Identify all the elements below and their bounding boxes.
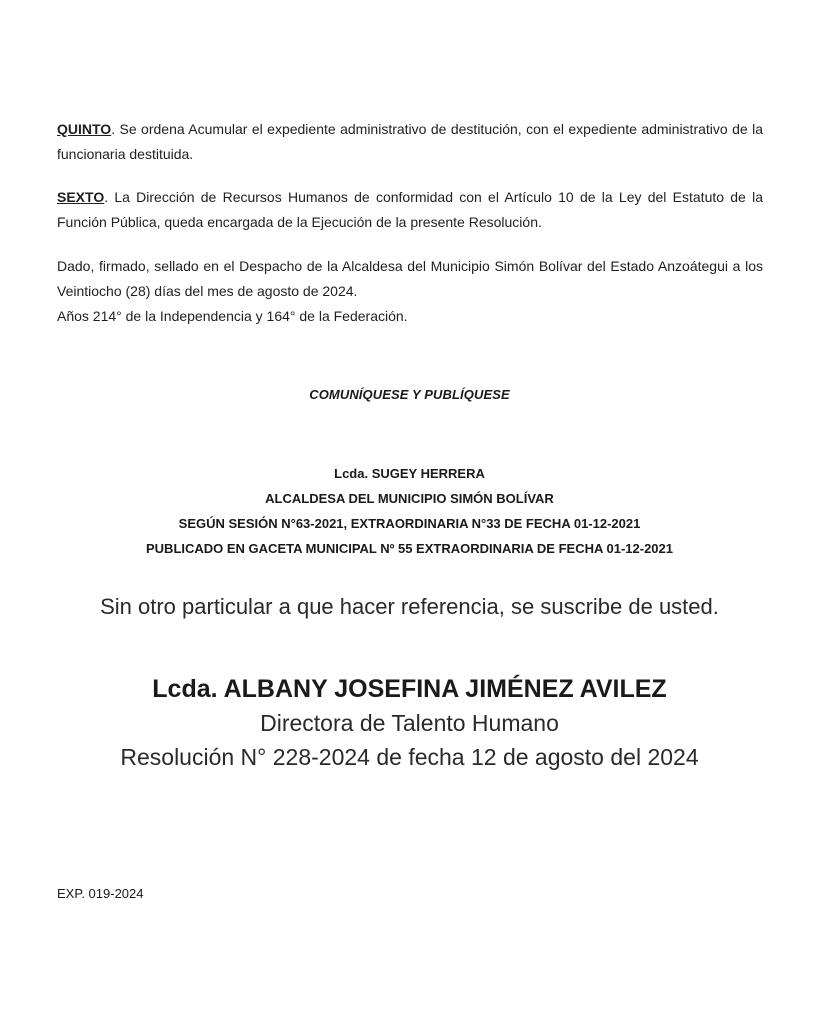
paragraph-quinto	[57, 117, 763, 167]
paragraph-sexto	[57, 185, 763, 235]
signer-role: Directora de Talento Humano	[260, 710, 559, 736]
signer-block	[0, 672, 819, 774]
quinto-text: . Se ordena Acumular el expediente administrativo de destitución, con el expediente administrativo de la funcionaria destituida.	[57, 121, 763, 162]
comuniquese-heading: COMUNÍQUESE Y PUBLÍQUESE	[309, 387, 510, 402]
alcaldesa-gazette: PUBLICADO EN GACETA MUNICIPAL Nº 55 EXTRAORDINARIA DE FECHA 01-12-2021	[146, 541, 673, 556]
closing-sentence: Sin otro particular a que hacer referencia, se suscribe de usted.	[100, 594, 719, 619]
alcaldesa-name: Lcda. SUGEY HERRERA	[334, 466, 485, 481]
sexto-text: . La Dirección de Recursos Humanos de conformidad con el Artículo 10 de la Ley del Estatuto de la Función Pública, queda encargada de la Ejecución de la presente Resolución.	[57, 189, 763, 230]
paragraph-dado	[57, 254, 763, 329]
alcaldesa-title: ALCALDESA DEL MUNICIPIO SIMÓN BOLÍVAR	[265, 491, 554, 506]
quinto-label: QUINTO	[57, 121, 112, 137]
signer-name: Lcda. ALBANY JOSEFINA JIMÉNEZ AVILEZ	[152, 675, 667, 703]
anos-line: Años 214° de la Independencia y 164° de la Federación.	[57, 308, 408, 324]
signer-resolution: Resolución N° 228-2024 de fecha 12 de agosto del 2024	[120, 744, 699, 770]
expediente-number: EXP. 019-2024	[57, 886, 144, 901]
alcaldesa-signature-block	[0, 461, 819, 561]
alcaldesa-session: SEGÚN SESIÓN N°63-2021, EXTRAORDINARIA N°33 DE FECHA 01-12-2021	[178, 516, 641, 531]
sexto-label: SEXTO	[57, 189, 105, 205]
dado-line: Dado, firmado, sellado en el Despacho de la Alcaldesa del Municipio Simón Bolívar del Estado Anzoátegui a los Veintiocho (28) días del mes de agosto de 2024.	[57, 258, 763, 299]
